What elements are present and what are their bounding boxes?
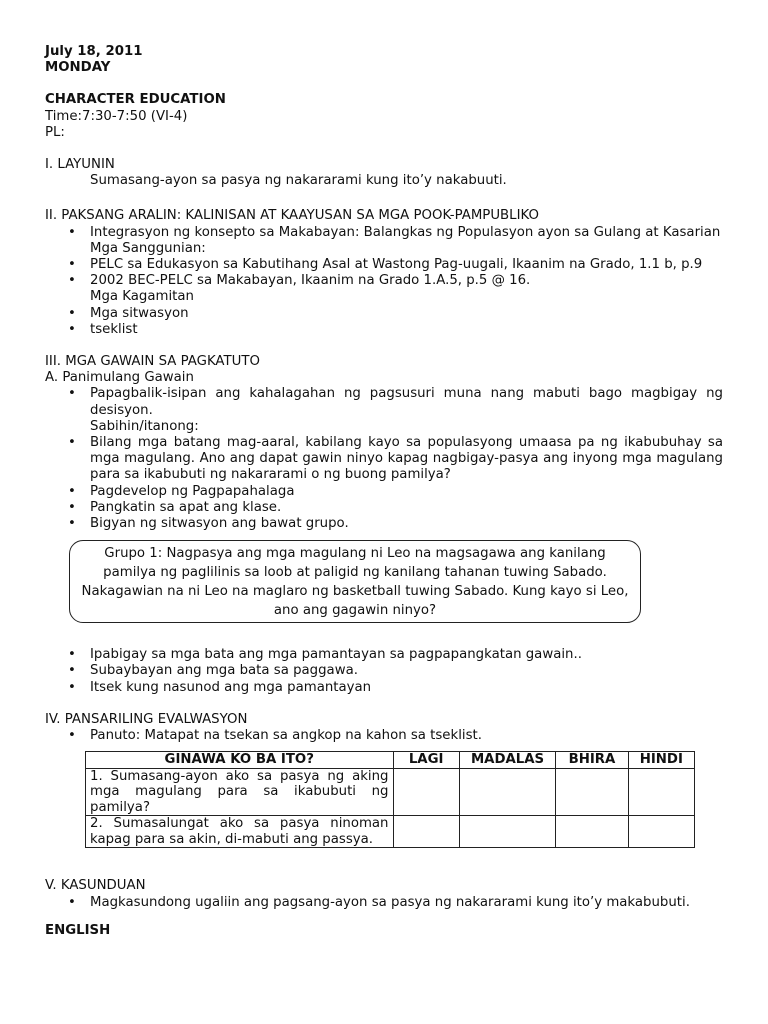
list-item: • Panuto: Matapat na tsekan sa angkop na kahon sa tseklist. <box>90 728 723 744</box>
lesson-date: July 18, 2011 <box>45 44 143 59</box>
column-header: LAGI <box>393 752 459 769</box>
pl-label: PL: <box>45 124 65 140</box>
table-cell-question: 1. Sumasang-ayon ako sa pasya ng aking mga magulang para sa ikabubuti ng pamilya? <box>86 768 394 816</box>
list-item: • 2002 BEC-PELC sa Makabayan, Ikaanim na Grado 1.A.5, p.5 @ 16. <box>90 273 723 289</box>
column-header: BHIRA <box>556 752 628 769</box>
check-cell[interactable] <box>459 816 555 848</box>
kasunduan-heading: V. KASUNDUAN <box>45 878 146 894</box>
next-section-title: ENGLISH <box>45 922 111 938</box>
list-item: • Bilang mga batang mag-aaral, kabilang kayo sa populasyong umaasa pa ng ikabubuhay sa mga magulang. Ano ang dapat gawin ninyo kapag nagbigay-pasya ang inyong mga magulang para sa ikabubuti ng nakararami o ng buong pamilya? <box>90 435 723 484</box>
gawain-list-continued <box>45 647 723 696</box>
column-header: MADALAS <box>459 752 555 769</box>
column-header: HINDI <box>628 752 694 769</box>
checklist-table <box>85 751 695 848</box>
layunin-heading: I. LAYUNIN <box>45 157 115 173</box>
list-item: • Magkasundong ugaliin ang pagsang-ayon sa pasya ng nakararami kung ito’y makabubuti. <box>90 895 723 911</box>
kasunduan-list <box>45 895 723 911</box>
subject-title: CHARACTER EDUCATION <box>45 92 226 108</box>
gawain-heading: III. MGA GAWAIN SA PAGKATUTO <box>45 354 260 370</box>
check-cell[interactable] <box>556 816 628 848</box>
check-cell[interactable] <box>556 768 628 816</box>
table-header-row <box>86 752 695 769</box>
check-cell[interactable] <box>459 768 555 816</box>
sanggunian-label: Mga Sanggunian: <box>90 240 206 256</box>
check-cell[interactable] <box>393 768 459 816</box>
gawain-subheading: A. Panimulang Gawain <box>45 370 194 386</box>
list-item: • Pangkatin sa apat ang klase. <box>90 500 723 516</box>
list-item: • Papagbalik-isipan ang kahalagahan ng pagsusuri muna nang mabuti bago magbigay ng desisyon. <box>90 386 723 418</box>
lesson-plan-document <box>45 44 723 939</box>
paksa-heading: II. PAKSANG ARALIN: KALINISAN AT KAAYUSAN SA MGA POOK-PAMPUBLIKO <box>45 208 539 224</box>
situation-callout: Grupo 1: Nagpasya ang mga magulang ni Leo na magsagawa ang kanilang pamilya ng paglilinis sa loob at paligid ng kanilang tahanan tuwing Sabado. Nakagawian na ni Leo na maglaro ng basketball tuwing Sabado. Kung kayo si Leo, ano ang gagawin ninyo? <box>69 540 641 623</box>
list-item: • Bigyan ng sitwasyon ang bawat grupo. <box>90 516 723 532</box>
list-item: • Pagdevelop ng Pagpapahalaga <box>90 484 723 500</box>
list-item: • Integrasyon ng konsepto sa Makabayan: Balangkas ng Populasyon ayon sa Gulang at Kasarian <box>90 225 723 241</box>
list-item: • PELC sa Edukasyon sa Kabutihang Asal at Wastong Pag-uugali, Ikaanim na Grado, 1.1 b, p.9 <box>90 257 723 273</box>
layunin-text: Sumasang-ayon sa pasya ng nakararami kung ito’y nakabuuti. <box>90 173 507 189</box>
check-cell[interactable] <box>628 768 694 816</box>
list-item: • Mga sitwasyon <box>90 306 723 322</box>
sabihin-label: Sabihin/itanong: <box>90 418 199 434</box>
table-cell-question: 2. Sumasalungat ako sa pasya ninoman kapag para sa akin, di-mabuti ang passya. <box>86 816 394 848</box>
gawain-list <box>45 386 723 532</box>
evalwasyon-list <box>45 728 723 744</box>
list-item: • Ipabigay sa mga bata ang mga pamantayan sa pagpapangkatan gawain.. <box>90 647 723 663</box>
list-item: • Subaybayan ang mga bata sa paggawa. <box>90 663 723 679</box>
table-row <box>86 816 695 848</box>
paksa-list <box>45 225 723 338</box>
table-row <box>86 768 695 816</box>
check-cell[interactable] <box>393 816 459 848</box>
evalwasyon-heading: IV. PANSARILING EVALWASYON <box>45 711 248 727</box>
list-item: • tseklist <box>90 322 723 338</box>
lesson-time: Time:7:30-7:50 (VI-4) <box>45 108 188 124</box>
lesson-day: MONDAY <box>45 60 111 76</box>
check-cell[interactable] <box>628 816 694 848</box>
column-header: GINAWA KO BA ITO? <box>86 752 394 769</box>
list-item: • Itsek kung nasunod ang mga pamantayan <box>90 680 723 696</box>
kagamitan-label: Mga Kagamitan <box>90 289 194 305</box>
